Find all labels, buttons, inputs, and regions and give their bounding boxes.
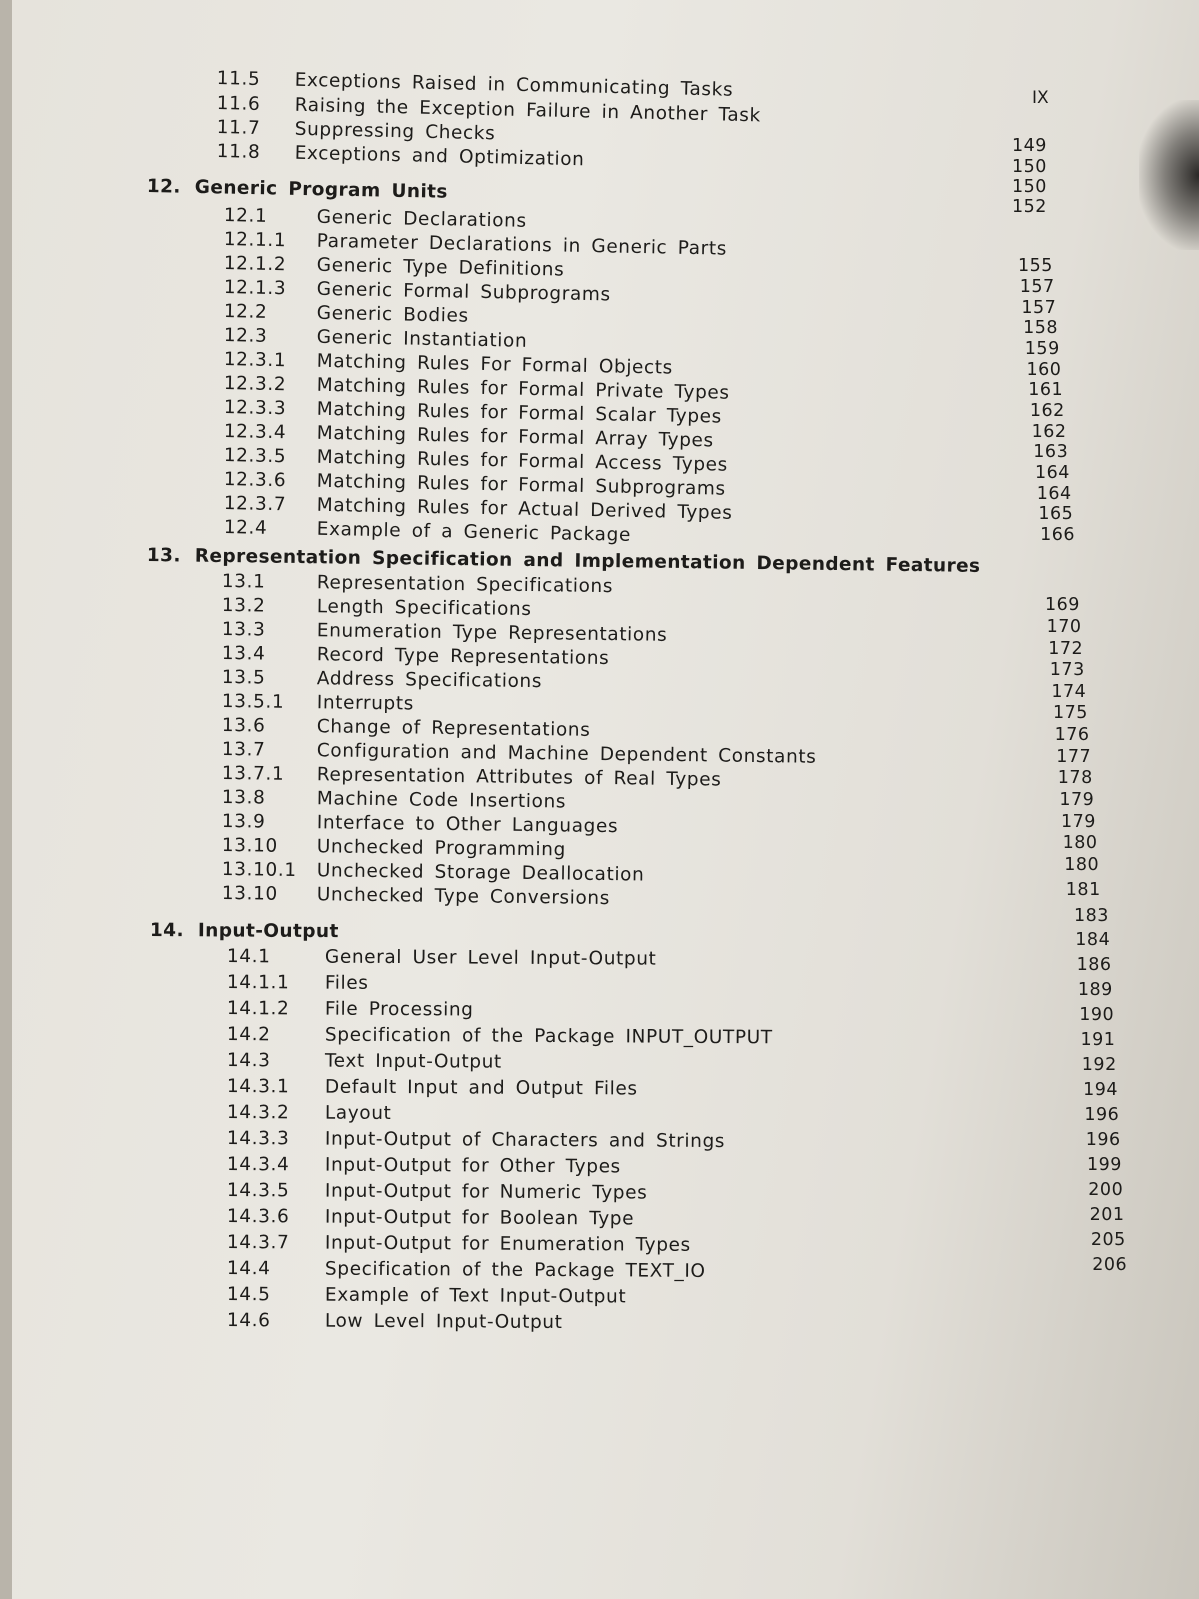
page-reference: 165 <box>1038 504 1074 524</box>
section-title: File Processing <box>324 998 474 1021</box>
page-reference: 174 <box>1051 682 1087 702</box>
section-number: 13.9 <box>221 811 266 833</box>
section-number: 12. <box>146 176 181 198</box>
page-reference: 161 <box>1028 380 1064 400</box>
section-title: Input-Output <box>197 920 339 943</box>
section-number: 14.3.1 <box>226 1076 290 1098</box>
section-title: Input-Output for Other Types <box>324 1154 621 1178</box>
section-title: Generic Bodies <box>316 302 469 327</box>
page-reference: 157 <box>1021 298 1057 318</box>
section-number: 12.2 <box>223 301 268 323</box>
section-title: Text Input-Output <box>324 1050 502 1073</box>
section-title: Generic Declarations <box>316 206 527 232</box>
section-title: Matching Rules for Formal Private Types <box>316 374 730 404</box>
section-number: 13.3 <box>221 619 266 641</box>
section-title: Unchecked Storage Deallocation <box>316 860 645 886</box>
section-number: 14.2 <box>226 1024 271 1046</box>
page-reference: 206 <box>1092 1255 1128 1275</box>
section-number: 13. <box>146 545 181 567</box>
section-number: 14. <box>149 920 184 942</box>
page-reference: 179 <box>1061 812 1096 832</box>
section-title: Address Specifications <box>316 668 543 693</box>
page-reference: 170 <box>1046 617 1082 637</box>
toc-entry <box>216 117 496 145</box>
page-reference: 183 <box>1074 906 1109 926</box>
page-number: IX <box>1032 88 1049 108</box>
page-reference: 205 <box>1090 1230 1126 1250</box>
section-title: Matching Rules for Formal Subprograms <box>316 470 726 500</box>
section-number: 13.10 <box>221 835 278 857</box>
page-reference: 189 <box>1077 980 1113 1000</box>
section-title: Unchecked Programming <box>316 836 567 861</box>
section-number: 13.10.1 <box>221 859 297 881</box>
section-title: Configuration and Machine Dependent Constants <box>316 740 817 768</box>
page-reference: 190 <box>1079 1005 1115 1025</box>
section-title: Input-Output for Boolean Type <box>324 1206 635 1230</box>
section-title: Exceptions Raised in Communicating Tasks <box>294 69 734 101</box>
page-reference: 158 <box>1023 318 1058 338</box>
section-number: 13.7.1 <box>221 763 285 785</box>
section-number: 14.1.1 <box>226 972 290 994</box>
section-number: 12.3.4 <box>223 421 287 444</box>
page-reference: 162 <box>1031 422 1067 442</box>
section-number: 12.1.1 <box>223 229 287 252</box>
section-number: 13.1 <box>221 571 266 593</box>
section-title: Unchecked Type Conversions <box>316 884 611 910</box>
section-number: 12.4 <box>223 517 268 539</box>
section-title: Layout <box>324 1102 392 1125</box>
section-number: 11.7 <box>216 117 261 139</box>
section-title: Length Specifications <box>316 596 532 621</box>
section-title: Enumeration Type Representations <box>316 620 668 646</box>
section-title: Exceptions and Optimization <box>294 142 585 171</box>
page-reference: 157 <box>1019 277 1055 297</box>
section-title: Example of Text Input-Output <box>324 1284 627 1308</box>
section-title: Example of a Generic Package <box>316 518 632 546</box>
section-number: 14.3.4 <box>226 1154 290 1176</box>
section-number: 13.4 <box>221 643 266 665</box>
page-reference: 186 <box>1076 955 1112 975</box>
section-title: Files <box>324 972 369 994</box>
section-title: General User Level Input-Output <box>324 946 657 970</box>
section-number: 12.3.6 <box>223 469 287 492</box>
section-title: Default Input and Output Files <box>324 1076 638 1100</box>
page-reference: 164 <box>1035 463 1070 483</box>
section-title: Generic Program Units <box>194 176 449 203</box>
page-reference: 196 <box>1085 1130 1121 1150</box>
section-number: 14.3.5 <box>226 1180 290 1202</box>
page-reference: 180 <box>1064 855 1100 875</box>
section-number: 12.3.5 <box>223 445 287 468</box>
page-reference: 172 <box>1048 639 1084 659</box>
page-reference: 192 <box>1081 1055 1117 1075</box>
section-number: 14.3.6 <box>226 1206 290 1228</box>
section-title: Specification of the Package TEXT_IO <box>324 1258 706 1282</box>
page-reference: 181 <box>1065 880 1101 900</box>
page-reference: 155 <box>1018 256 1053 276</box>
page-reference: 176 <box>1054 725 1090 745</box>
section-title: Interrupts <box>316 692 415 715</box>
toc-entry <box>216 93 762 127</box>
section-number: 12.3.3 <box>223 397 287 420</box>
page-reference: 150 <box>1012 177 1047 197</box>
book-page <box>12 0 1199 1599</box>
section-title: Input-Output of Characters and Strings <box>324 1128 726 1153</box>
page-reference: 200 <box>1088 1180 1124 1200</box>
section-number: 14.5 <box>226 1284 271 1306</box>
left-page-edge <box>0 0 12 1599</box>
section-number: 13.8 <box>221 787 266 809</box>
section-number: 14.1.2 <box>226 998 290 1020</box>
toc-entry <box>216 141 585 171</box>
section-title: Change of Representations <box>316 716 591 741</box>
section-number: 12.3 <box>223 325 268 347</box>
page-reference: 169 <box>1045 595 1080 615</box>
page-reference: 160 <box>1026 360 1062 380</box>
section-title: Parameter Declarations in Generic Parts <box>316 230 728 260</box>
section-number: 12.3.7 <box>223 493 287 516</box>
section-number: 12.1.3 <box>223 277 287 300</box>
section-number: 12.1 <box>223 205 268 227</box>
page-reference: 175 <box>1053 703 1088 723</box>
section-title: Representation Specification and Implementation Dependent Features <box>194 545 981 577</box>
section-number: 14.3.3 <box>226 1128 290 1150</box>
section-number: 14.4 <box>226 1258 271 1280</box>
section-number: 13.5 <box>221 667 266 689</box>
page-reference: 199 <box>1087 1155 1122 1175</box>
page-reference: 201 <box>1089 1205 1125 1225</box>
table-of-contents <box>12 0 1199 1599</box>
section-title: Input-Output for Enumeration Types <box>324 1232 691 1256</box>
section-number: 12.3.2 <box>223 373 287 396</box>
page-reference: 179 <box>1059 790 1095 810</box>
section-title: Matching Rules for Formal Access Types <box>316 446 729 476</box>
section-number: 14.3 <box>226 1050 271 1072</box>
page-reference: 184 <box>1075 930 1111 950</box>
section-number: 11.8 <box>216 141 261 163</box>
section-title: Matching Rules for Actual Derived Types <box>316 494 733 524</box>
page-reference: 162 <box>1029 401 1065 421</box>
section-title: Representation Specifications <box>316 572 614 598</box>
section-title: Raising the Exception Failure in Another Task <box>294 94 762 127</box>
section-number: 12.3.1 <box>223 349 287 372</box>
section-title: Matching Rules for Formal Array Types <box>316 422 714 452</box>
page-reference: 166 <box>1040 525 1075 545</box>
section-number: 13.6 <box>221 715 266 737</box>
section-number: 14.6 <box>226 1310 271 1332</box>
section-number: 13.2 <box>221 595 266 617</box>
section-number: 13.10 <box>221 883 278 905</box>
page-reference: 163 <box>1033 442 1069 462</box>
section-title: Generic Formal Subprograms <box>316 278 611 306</box>
page-reference: 150 <box>1012 157 1047 177</box>
section-number: 14.1 <box>226 946 271 968</box>
section-title: Matching Rules for Formal Scalar Types <box>316 398 723 428</box>
section-title: Generic Type Definitions <box>316 254 565 281</box>
section-title: Interface to Other Languages <box>316 812 619 838</box>
page-reference: 191 <box>1080 1030 1116 1050</box>
page-reference: 152 <box>1012 197 1047 217</box>
section-number: 13.5.1 <box>221 691 285 713</box>
section-number: 12.1.2 <box>223 253 287 276</box>
section-number: 11.6 <box>216 93 261 115</box>
section-title: Representation Attributes of Real Types <box>316 764 722 791</box>
section-title: Machine Code Insertions <box>316 788 567 813</box>
page-reference: 194 <box>1083 1080 1118 1100</box>
section-title: Suppressing Checks <box>294 118 496 145</box>
section-number: 11.5 <box>216 68 261 90</box>
section-title: Specification of the Package INPUT_OUTPUT <box>324 1024 773 1049</box>
toc-entry <box>216 68 734 101</box>
section-title: Low Level Input-Output <box>324 1310 563 1334</box>
section-title: Input-Output for Numeric Types <box>324 1180 648 1204</box>
page-reference: 196 <box>1084 1105 1120 1125</box>
page-reference: 180 <box>1062 833 1098 853</box>
page-reference: 177 <box>1056 747 1092 767</box>
section-title: Record Type Representations <box>316 644 610 670</box>
page-reference: 178 <box>1057 768 1093 788</box>
section-title: Generic Instantiation <box>316 326 528 352</box>
page-reference: 149 <box>1012 136 1047 156</box>
section-number: 13.7 <box>221 739 266 761</box>
page-reference: 173 <box>1049 660 1085 680</box>
section-number: 14.3.2 <box>226 1102 290 1124</box>
page-reference: 164 <box>1036 484 1072 504</box>
section-number: 14.3.7 <box>226 1232 290 1254</box>
page-reference: 159 <box>1024 339 1060 359</box>
section-title: Matching Rules For Formal Objects <box>316 350 674 379</box>
